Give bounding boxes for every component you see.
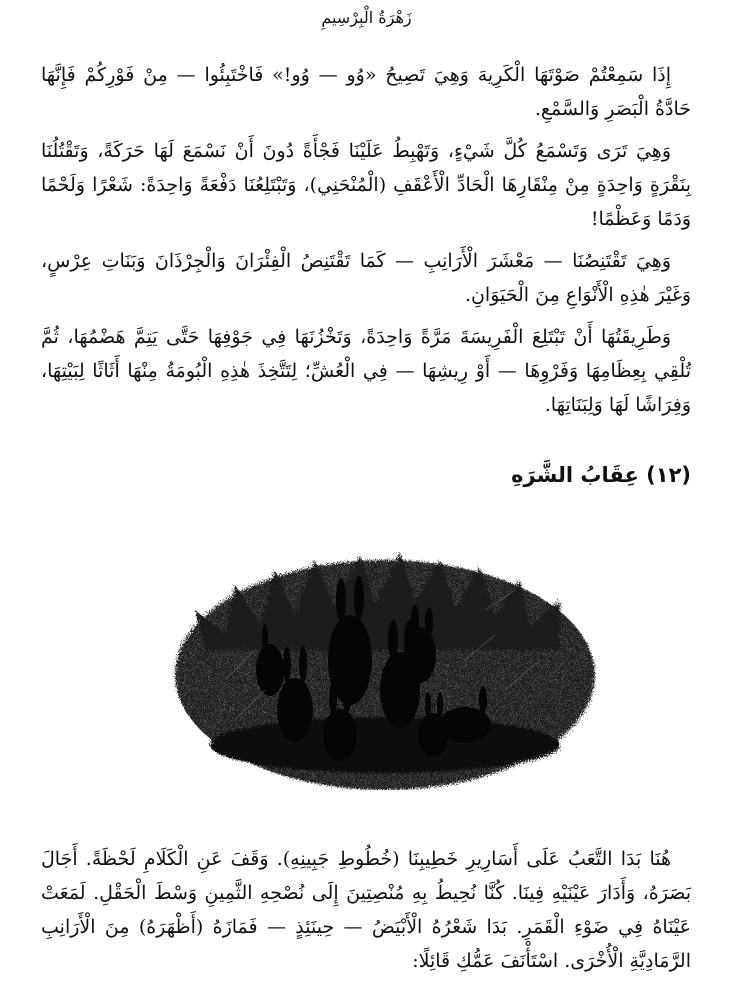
running-head: زَهْرَةُ الْبِرْسِيمِ [321,8,412,27]
paragraph: إِذَا سَمِعْتُمْ صَوْتَهَا الْكَرِيهَ وَهِيَ تَصِيحُ «وُو — وُو!» فَاخْتَبِئُوا — مِنْ فَوْرِكُمْ فَإِنَّهَا حَادَّةُ الْبَصَرِ وَالسَّمْعِ. [41,64,691,120]
paragraph: وَطَرِيقَتُهَا أَنْ تَبْتَلِعَ الْفَرِيسَةَ مَرَّةً وَاحِدَةً، وَتَخْزُنَهَا فِي جَوْفِهَا حَتَّى يَتِمَّ هَضْمُهَا، ثُمَّ تُلْقِي بِعِظَامِهَا وَفَرْوِهَا — أَوْ رِيشِهَا — فِي الْعُشِّ؛ لِتَتَّخِذَ هٰذِهِ الْبُومَةُ مِنْهَا أَثَاثًا لِبَيْتِهَا، وَفِرَاشًا لَهَا وَلِبَنَاتِهَا. [41,326,691,416]
bottom-text-block [41,842,691,978]
paragraph: وَهِيَ تَقْتَنِصُنَا — مَعْشَرَ الْأَرَانِبِ — كَمَا تَقْتَنِصُ الْفِئْرَانَ وَالْجِرْذَانَ وَبَنَاتِ عِرْسٍ، وَغَيْرَ هٰذِهِ الْأَنْوَاعِ مِنَ الْحَيَوَانِ. [41,250,691,306]
paragraph: وَهِيَ تَرَى وَتَسْمَعُ كُلَّ شَيْءٍ، وَتَهْبِطُ عَلَيْنَا فَجْأَةً دُونَ أَنْ نَسْمَعَ لَهَا حَرَكَةً، وَتَقْتُلُنَا بِنَقْرَةٍ وَاحِدَةٍ مِنْ مِنْقَارِهَا الْحَادِّ الْأَعْقَفِ (الْمُنْحَنِي)، وَتَبْتَلِعُنَا دَفْعَةً وَاحِدَةً: شَعْرًا وَلَحْمًا وَدَمًا وَعَظْمًا! [41,140,691,230]
paragraph: هُنَا بَدَا التَّعَبُ عَلَى أَسَارِيرِ خَطِيبِنَا (خُطُوطِ جَبِينِهِ). وَقَفَ عَنِ الْكَلَامِ لَحْظَةً. أَجَالَ بَصَرَهُ، وَأَدَارَ عَيْنَيْهِ فِينَا. كُنَّا نُحِيطُ بِهِ مُنْصِتِينَ إِلَى نُصْحِهِ الثَّمِينِ وَسْطَ الْحَقْلِ. لَمَعَتْ عَيْنَاهُ فِي ضَوْءِ الْقَمَرِ. بَدَا شَعْرُهُ الْأَبْيَضُ — حِينَئِذٍ — فَمَازَهُ (أَظْهَرَهُ) مِنَ الْأَرَانِبِ الرَّمَادِيَّةِ الْأُخْرَى. اسْتَأْنَفَ عَمُّكِ قَائِلًا: [41,848,691,972]
section-title: (١٢) عِقَابُ الشَّرَهِ [511,463,691,487]
illustration-svg [165,540,605,790]
rabbits-silhouette-illustration [165,540,605,790]
top-text-block [41,58,691,430]
